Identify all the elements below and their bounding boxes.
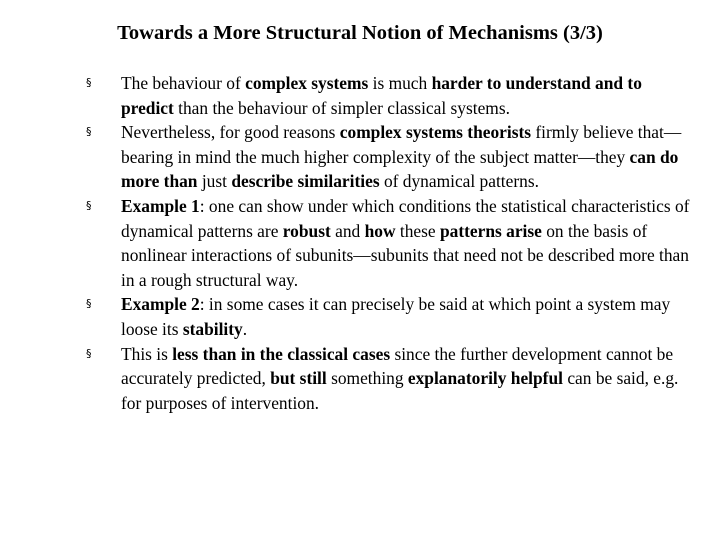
- text-segment-bold: robust: [282, 220, 331, 241]
- bullet-text: [121, 342, 690, 416]
- text-segment: these: [395, 220, 440, 241]
- text-segment: Nevertheless, for good reasons: [121, 122, 340, 143]
- text-segment-bold: Example 1: [121, 195, 200, 216]
- text-segment-bold: explanatorily helpful: [407, 368, 563, 389]
- text-segment: : one can show under which conditions the statistical characteristics of dynamical patterns are: [121, 195, 690, 241]
- text-segment: something: [326, 368, 408, 389]
- text-segment-bold: can do more than: [121, 146, 679, 192]
- text-segment: firmly believe that—bearing in mind the much higher complexity of the subject matter—they: [121, 122, 682, 167]
- text-segment: on the basis of nonlinear interactions of subunits—subunits that need not be described more than in a rough structural way.: [121, 220, 689, 290]
- text-segment: than the behaviour of simpler classical systems.: [173, 97, 510, 118]
- text-segment: : in some cases it can precisely be said at which point a system may loose its: [121, 294, 671, 339]
- bullet-marker-icon: §: [86, 198, 92, 212]
- slide-title: Towards a More Structural Notion of Mechanisms (3/3): [117, 22, 603, 44]
- bullet-item: [70, 292, 690, 341]
- text-segment: can be said, e.g. for purposes of intervention.: [121, 368, 679, 413]
- bullet-text: [121, 194, 690, 292]
- text-segment-bold: but still: [270, 368, 327, 389]
- text-segment-bold: how: [364, 220, 396, 241]
- text-segment: of dynamical patterns.: [379, 171, 539, 192]
- text-segment-bold: complex systems theorists: [339, 122, 532, 143]
- text-segment: just: [197, 171, 232, 192]
- bullet-item: [70, 342, 690, 416]
- bullet-marker-icon: §: [86, 125, 92, 139]
- bullet-marker-icon: §: [86, 346, 92, 360]
- text-segment-bold: stability: [182, 318, 243, 339]
- text-segment: and: [330, 220, 365, 241]
- text-segment-bold: less than in the classical cases: [172, 343, 391, 364]
- bullet-text: [121, 71, 690, 120]
- text-segment: since the further development cannot be accurately predicted,: [121, 343, 674, 389]
- bullet-list: [70, 71, 690, 415]
- text-segment-bold: complex systems: [245, 73, 369, 93]
- bullet-item: [70, 120, 690, 194]
- bullet-marker-icon: §: [86, 76, 92, 89]
- text-segment: This is: [121, 343, 173, 364]
- text-segment: is much: [368, 73, 432, 93]
- text-segment: .: [242, 318, 248, 339]
- bullet-text: [121, 120, 690, 194]
- bullet-text: [121, 292, 690, 341]
- bullet-marker-icon: §: [86, 297, 92, 311]
- bullet-item: [70, 194, 690, 292]
- text-segment-bold: harder to understand and to predict: [121, 73, 642, 118]
- text-segment: The behaviour of: [121, 73, 246, 93]
- bullet-item: [70, 71, 690, 120]
- text-segment-bold: Example 2: [121, 294, 200, 315]
- text-segment-bold: describe similarities: [231, 171, 380, 192]
- text-segment-bold: patterns arise: [439, 220, 542, 241]
